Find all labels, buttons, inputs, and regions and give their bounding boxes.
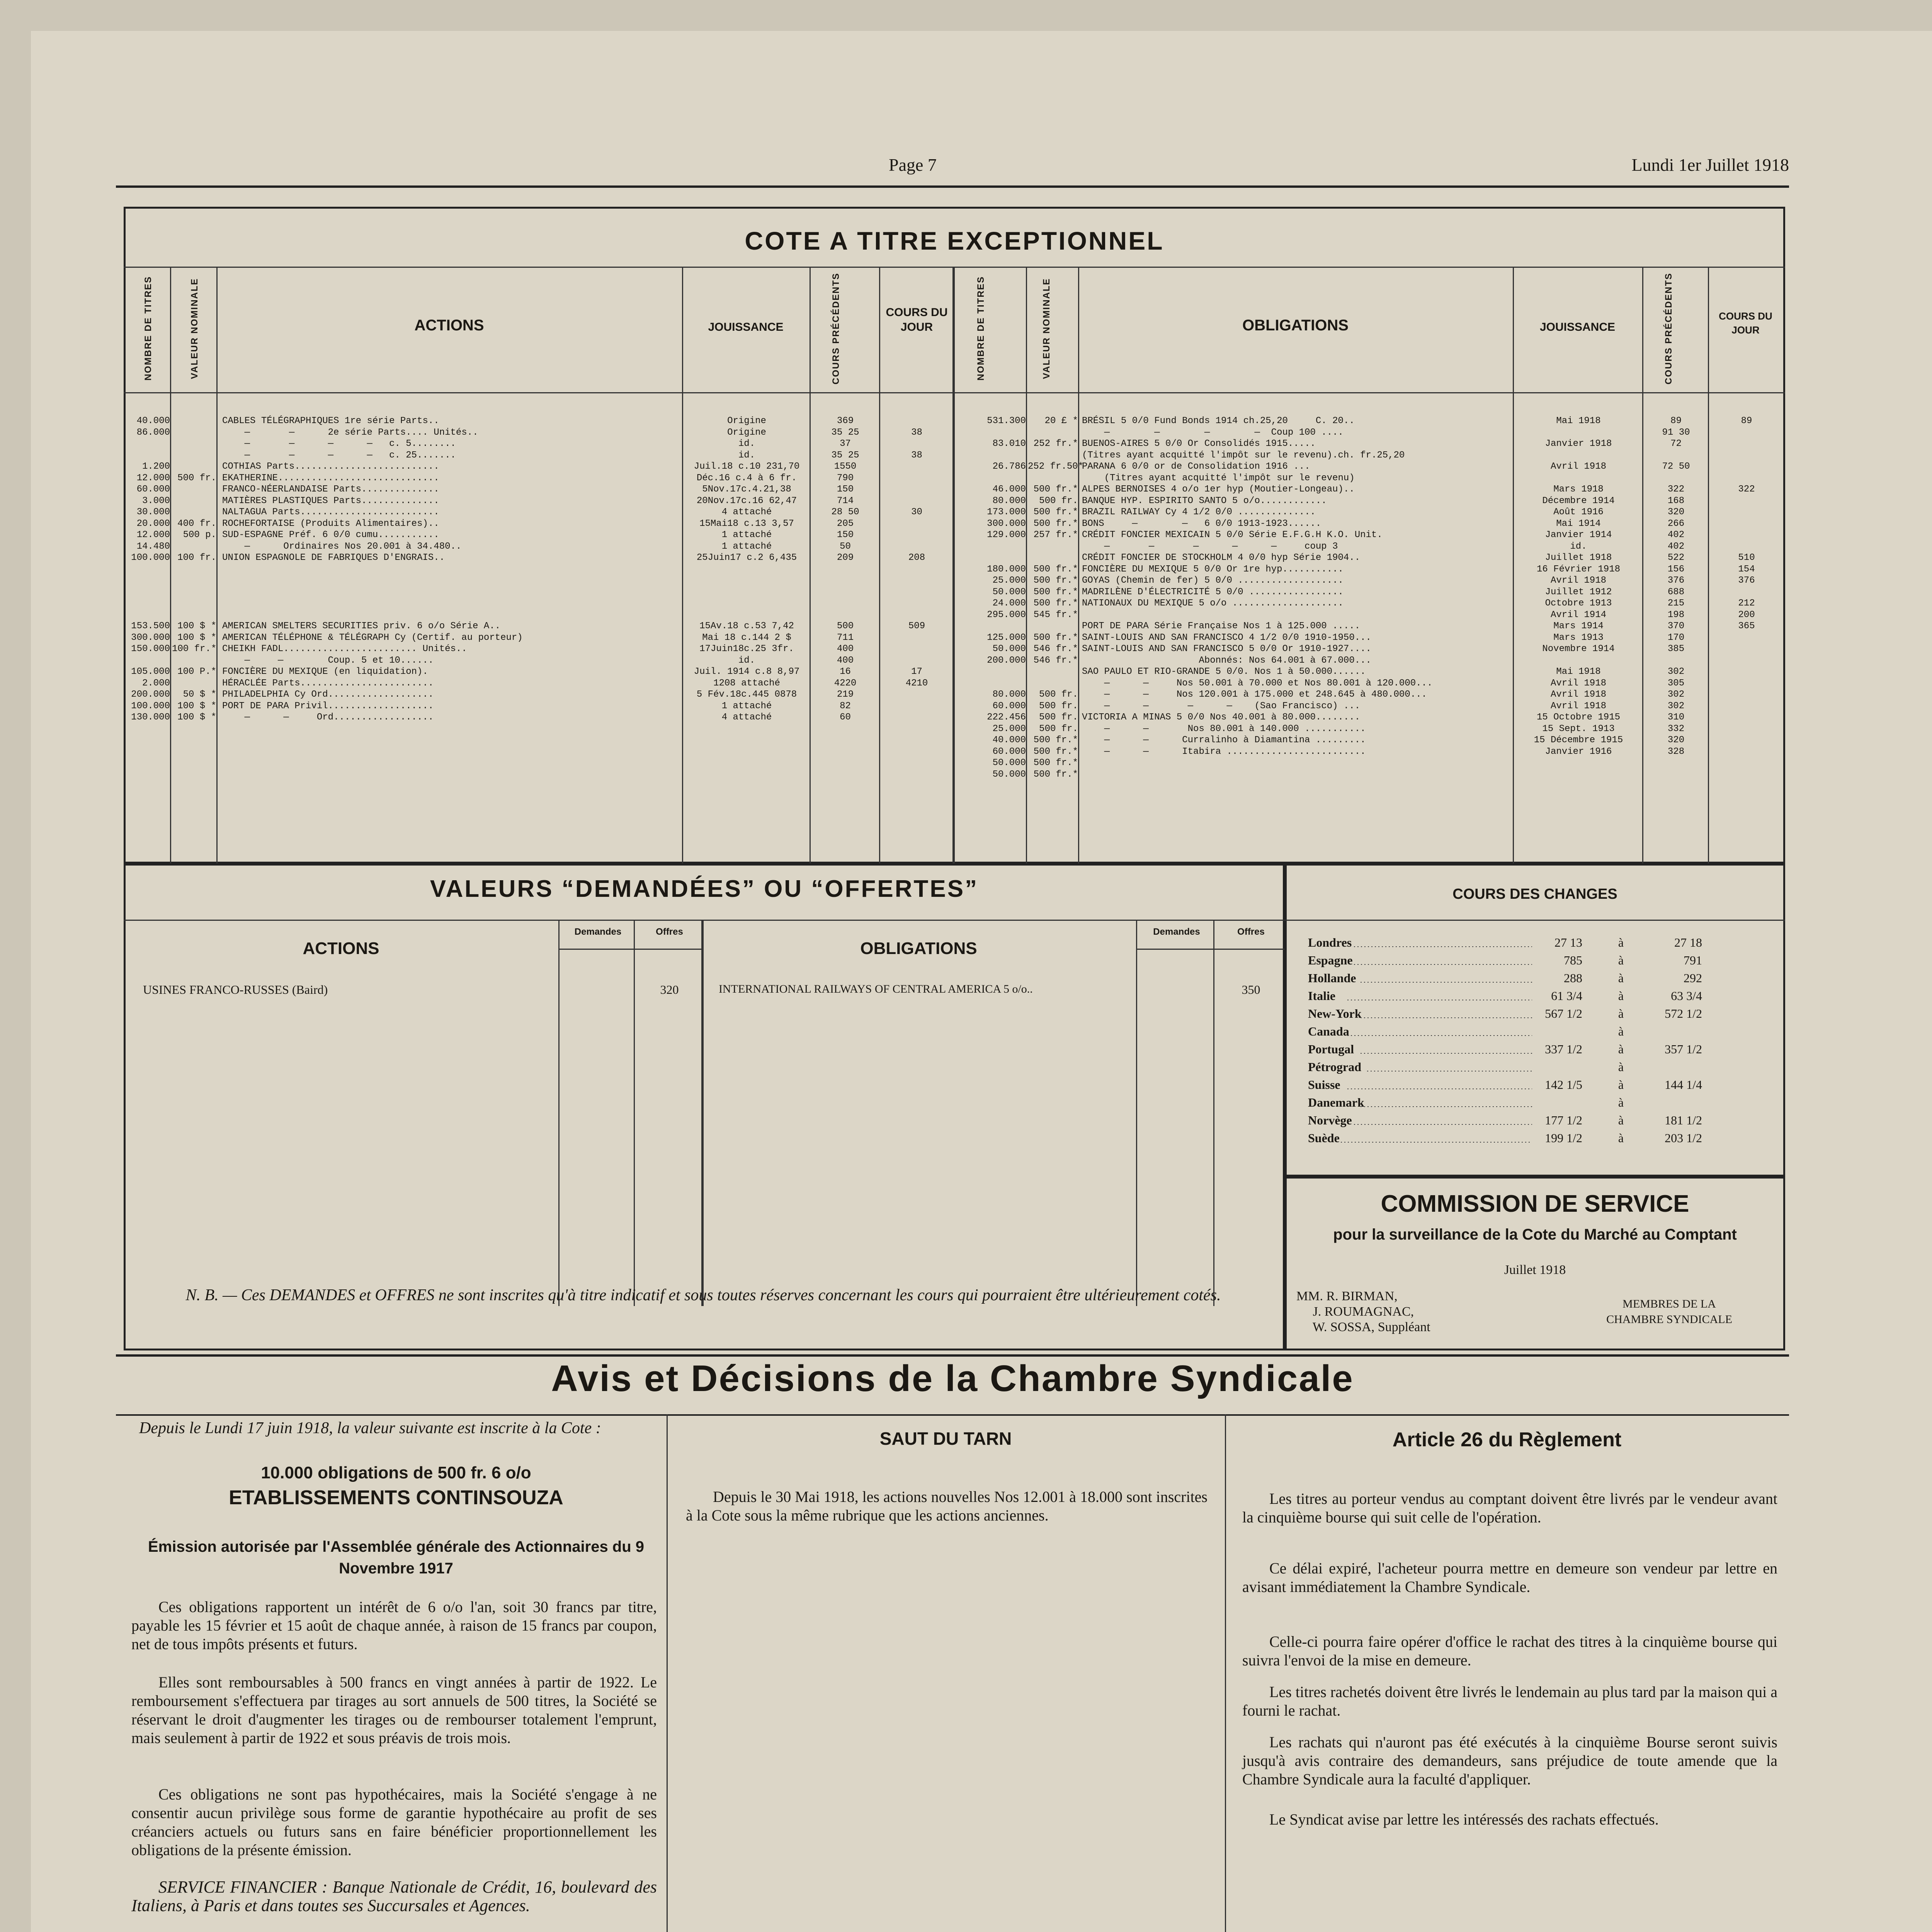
right-jouissance-column: Mai 1918 Janvier 1918 Avril 1918 Mars 1918 Décembre 1914 Août 1916 Mai 1914 Janvier 1914 id. Juillet 1918 16 Février 1918 Avril 1918 Juillet 1912 Octobre 1913 Avril 1914 Mars 1914 Mars 1913 Novembre 1914 Mai 1918 Avril 1918 Avril 1918 Avril 1918 15 Octobre 1915 15 Sept. 1913 15 Décembre 1915 Janvier 1916 [1534, 416, 1623, 757]
change-row-bid: 142 1/5 [1545, 1078, 1582, 1092]
change-row-ask: 203 1/2 [1665, 1131, 1702, 1145]
change-row-ask: 292 [1684, 971, 1702, 985]
change-row-sep: à [1618, 1113, 1624, 1127]
article26-p5: Les rachats qui n'auront pas été exécutés à la cinquième Bourse seront suivis jusqu'à avis contraire des demandeurs, sans préjudice de toute amende que la Chambre Syndicale aura la faculté d'appliquer. [1242, 1733, 1777, 1788]
article26-p6: Le Syndicat avise par lettre les intéressés des rachats effectués. [1269, 1811, 1659, 1828]
col-head-nombre-r: NOMBRE DE TITRES [976, 276, 986, 381]
change-row-name: New-York [1308, 1007, 1362, 1020]
right-cours-jour-column: 89 322 510 154 376 212 200 365 [1738, 416, 1755, 631]
right-valeur-column: 20 £ * 252 fr.* 252 fr.50* 500 fr.* 500 fr. 500 fr.* 500 fr.* 257 fr.* 500 fr.* 500 fr.* 500 fr.* 500 fr.* 545 fr.* 500 fr.* 546 fr.* 546 fr.* 500 fr. 500 fr. 500 fr. 500 fr. 500 fr.* 500 fr.* 500 fr.* 500 fr.* [1028, 416, 1084, 780]
right-nombre-column: 531.300 83.010 26.786 46.000 80.000 173.000 300.000 129.000 180.000 25.000 50.000 24.000 295.000 125.000 50.000 200.000 80.000 60.000 222.456 25.000 40.000 60.000 50.000 50.000 [987, 416, 1026, 780]
header-rule [116, 185, 1789, 188]
saut-title: SAUT DU TARN [879, 1429, 1012, 1449]
change-row-ask: 144 1/4 [1665, 1078, 1702, 1092]
change-row-name: Londres [1308, 935, 1352, 949]
change-row-sep: à [1618, 1042, 1624, 1056]
right-cours-prec-column: 89 91 30 72 72 50 322 168 320 266 402 402 522 156 376 688 215 198 370 170 385 302 305 302 302 310 332 320 328 [1662, 416, 1690, 757]
change-row-ask: 357 1/2 [1665, 1042, 1702, 1056]
changes-table [1285, 920, 1785, 1175]
article26-p4: Les titres rachetés doivent être livrés le lendemain au plus tard par la maison qui a fourni le rachat. [1242, 1683, 1777, 1719]
col-head-obligations: OBLIGATIONS [1242, 317, 1349, 334]
avis-head-2: ETABLISSEMENTS CONTINSOUZA [229, 1486, 563, 1509]
change-row-ask: 63 3/4 [1671, 989, 1702, 1003]
change-row-name: Suède [1308, 1131, 1340, 1145]
change-row-name: Norvège [1308, 1113, 1352, 1127]
change-row-bid: 61 3/4 [1551, 989, 1582, 1003]
demandes-offres-box [124, 864, 1285, 1350]
change-row-ask: 181 1/2 [1665, 1113, 1702, 1127]
commission-members: MM. R. BIRMAN, J. ROUMAGNAC, W. SOSSA, Suppléant [1296, 1289, 1430, 1334]
demandes-title: VALEURS “DEMANDÉES” OU “OFFERTES” [430, 876, 979, 902]
change-row-ask: 791 [1684, 953, 1702, 967]
change-row-name: Espagne [1308, 953, 1353, 967]
change-row-bid: 288 [1564, 971, 1582, 985]
avis-p4: SERVICE FINANCIER : Banque Nationale de Crédit, 16, boulevard des Italiens, à Paris et dans toutes ses Succursales et Agences. [131, 1878, 657, 1915]
change-row-sep: à [1618, 1078, 1624, 1092]
change-row-bid: 27 13 [1554, 935, 1582, 949]
col-head-cours-prec: COURS PRÉCÉDENTS [831, 272, 841, 384]
demandes-head-1: Demandes [574, 927, 622, 937]
page-date: Lundi 1er Juillet 1918 [1631, 155, 1789, 175]
change-row-name: Portugal [1308, 1042, 1354, 1056]
change-row-ask: 27 18 [1674, 935, 1702, 949]
change-row-sep: à [1618, 953, 1624, 967]
changes-title: COURS DES CHANGES [1452, 886, 1617, 902]
commission-subtitle: pour la surveillance de la Cote du Marché au Comptant [1333, 1226, 1737, 1243]
change-row-bid: 177 1/2 [1545, 1113, 1582, 1127]
commission-role: MEMBRES DE LA CHAMBRE SYNDICALE [1606, 1298, 1732, 1326]
demandes-head-2: Demandes [1153, 927, 1200, 937]
article26-p3: Celle-ci pourra faire opérer d'office le rachat des titres à la cinquième bourse qui suivra l'envoi de la mise en demeure. [1242, 1633, 1777, 1669]
change-row-sep: à [1618, 1060, 1624, 1074]
change-row-sep: à [1618, 1024, 1624, 1038]
demandes-action-item: USINES FRANCO-RUSSES (Baird) [143, 983, 328, 997]
article26-p2: Ce délai expiré, l'acheteur pourra mettre en demeure son vendeur par lettre en avisant immédiatement la Chambre Syndicale. [1242, 1560, 1777, 1595]
demandes-action-offre: 320 [660, 983, 679, 997]
change-row-name: Canada [1308, 1024, 1349, 1038]
col-head-valeur-r: VALEUR NOMINALE [1041, 278, 1052, 379]
change-row-sep: à [1618, 971, 1624, 985]
change-row-sep: à [1618, 1131, 1624, 1145]
demandes-actions-head: ACTIONS [303, 939, 379, 958]
col-head-nombre: NOMBRE DE TITRES [143, 276, 153, 381]
avis-emission: Émission autorisée par l'Assemblée générale des Actionnaires du 9 Novembre 1917 [148, 1538, 645, 1577]
col-head-jouissance-r: JOUISSANCE [1539, 321, 1616, 333]
change-row-bid: 567 1/2 [1545, 1007, 1582, 1020]
change-row-name: Italie [1308, 989, 1336, 1003]
col-head-cours-jour: COURS DU JOUR [886, 306, 948, 333]
avis-p2: Elles sont remboursables à 500 francs en vingt années à partir de 1922. Le remboursement s'effectuera par tirages au sort annuels de 500 titres, la Société se réservant le droit d'augmenter les tirages ou de rembourser totalement l'emprunt, mais seulement à partir de 1922 et sous préavis de trois mois. [131, 1673, 657, 1747]
change-row-sep: à [1618, 989, 1624, 1003]
commission-title: COMMISSION DE SERVICE [1381, 1190, 1689, 1217]
demandes-oblig-offre: 350 [1242, 983, 1260, 997]
cote-title: COTE A TITRE EXCEPTIONNEL [745, 226, 1164, 255]
col-head-cours-jour-r: COURS DU JOUR [1719, 310, 1772, 336]
change-row-name: Danemark [1308, 1095, 1364, 1109]
demandes-oblig-head: OBLIGATIONS [860, 939, 977, 958]
left-jouissance-column: Origine Origine id. id. Juil.18 c.10 231,70 Déc.16 c.4 à 6 fr. 5Nov.17c.4.21,38 20Nov.17c.16 62,47 4 attaché 15Mai18 c.13 3,57 1 attaché 1 attaché 25Juin17 c.2 6,435 15Av.18 c.53 7,42 Mai 18 c.144 2 $ 17Juin18c.25 3fr. id. Juil. 1914 c.8 8,97 1208 attaché 5 Fév.18c.445 0878 1 attaché 4 attaché [694, 416, 800, 723]
article26-p1: Les titres au porteur vendus au comptant doivent être livrés par le vendeur avant la cinquième bourse qui suit celle de l'opération. [1242, 1490, 1777, 1526]
left-nombre-column: 40.000 86.000 1.200 12.000 60.000 3.000 30.000 20.000 12.000 14.480 100.000 153.500 300.000 150.000 105.000 2.000 200.000 100.000 130.000 [131, 416, 170, 723]
left-valeur-column: 500 fr. 400 fr. 500 p. 100 fr. 100 $ * 100 $ * 100 fr.* 100 P.* 50 $ * 100 $ * 100 $ * [172, 473, 217, 723]
page-header [116, 151, 1789, 182]
demandes-note: N. B. — Ces DEMANDES et OFFRES ne sont inscrites qu'à titre indicatif et sous toutes réserves concernant les cours qui pourraient être ultérieurement cotés. [185, 1286, 1221, 1304]
change-row-name: Hollande [1308, 971, 1356, 985]
left-actions-column: CABLES TÉLÉGRAPHIQUES 1re série Parts.. — — 2e série Parts.... Unités.. — — — — c. 5........ — — — — c. 25....... COTHIAS Parts.......................... EKATHERINE............................. FRANCO-NÉERLANDAISE Parts.............. MATIÈRES PLASTIQUES Parts.............. NALTAGUA Parts......................... ROCHEFORTAISE (Produits Alimentaires).. SUD-ESPAGNE Préf. 6 0/0 cumu........... — Ordinaires Nos 20.001 à 34.480.. UNION ESPAGNOLE DE FABRIQUES D'ENGRAIS.. AMERICAN SMELTERS SECURITIES priv. 6 o/o Série A.. AMERICAN TÉLÉPHONE & TÉLÉGRAPH Cy (Certif. au porteur) CHEIKH FADL........................ Unités.. — — Coup. 5 et 10...... FONCIÈRE DU MEXIQUE (en liquidation). HÉRACLÉE Parts........................ PHILADELPHIA Cy Ord................... PORT DE PARA Privil................... — — Ord.................. [222, 416, 523, 723]
change-row-sep: à [1618, 935, 1624, 949]
change-row-sep: à [1618, 1007, 1624, 1020]
change-row-name: Pétrograd [1308, 1060, 1362, 1074]
offres-head-2: Offres [1237, 927, 1265, 937]
change-row-name: Suisse [1308, 1078, 1340, 1092]
avis-p1: Ces obligations rapportent un intérêt de 6 o/o l'an, soit 30 francs par titre, payable les 15 février et 15 août de chaque année, à raison de 15 francs par coupon, net de tous impôts présents et futurs. [131, 1598, 657, 1653]
demandes-oblig-item: INTERNATIONAL RAILWAYS OF CENTRAL AMERICA 5 o/o.. [719, 983, 1033, 995]
col-head-valeur: VALEUR NOMINALE [189, 278, 200, 379]
col-head-cours-prec-r: COURS PRÉCÉDENTS [1663, 272, 1674, 384]
commission-month: Juillet 1918 [1504, 1263, 1566, 1277]
avis-intro: Depuis le Lundi 17 juin 1918, la valeur suivante est inscrite à la Cote : [139, 1419, 601, 1437]
left-cours-prec-column: 369 35 25 37 35 25 1550 790 150 714 28 50 205 150 50 209 500 711 400 400 16 4220 219 82 60 [831, 416, 859, 723]
saut-text: Depuis le 30 Mai 1918, les actions nouvelles Nos 12.001 à 18.000 sont inscrites à la Cote sous la même rubrique que les actions anciennes. [686, 1488, 1208, 1524]
change-row-bid: 337 1/2 [1545, 1042, 1582, 1056]
right-obligations-column: BRÉSIL 5 0/0 Fund Bonds 1914 ch.25,20 C. 20.. — — — — Coup 100 .... BUENOS-AIRES 5 0/0 Or Consolidés 1915..... (Titres ayant acquitté l'impôt sur le revenu).ch. fr.25,20 PARANA 6 0/0 or de Consolidation 1916 ... (Titres ayant acquitté l'impôt sur le revenu) ALPES BERNOISES 4 o/o 1er hyp (Moutier-Longeau).. BANQUE HYP. ESPIRITO SANTO 5 o/o............ BRAZIL RAILWAY Cy 4 1/2 0/0 .............. BONS — — 6 0/0 1913-1923...... CRÉDIT FONCIER MEXICAIN 5 0/0 Série E.F.G.H K.O. Unit. — — — — — coup 3 CRÉDIT FONCIER DE STOCKHOLM 4 0/0 hyp Série 1904.. FONCIÈRE DU MEXIQUE 5 0/0 Or 1re hyp........... GOYAS (Chemin de fer) 5 0/0 ................... MADRILÈNE D'ÉLECTRICITÉ 5 0/0 ................. NATIONAUX DU MEXIQUE 5 o/o .................... PORT DE PARA Série Française Nos 1 à 125.000 ..... SAINT-LOUIS AND SAN FRANCISCO 4 1/2 0/0 1910-1950... SAINT-LOUIS AND SAN FRANCISCO 5 0/0 Or 1910-1927.... Abonnés: Nos 64.001 à 67.000... SAO PAULO ET RIO-GRANDE 5 0/0. Nos 1 à 50.000...... — — Nos 50.001 à 70.000 et Nos 80.001 à 120.000... — — Nos 120.001 à 175.000 et 248.645 à 480.000... — — — — (Sao Francisco) ... VICTORIA A MINAS 5 0/0 Nos 40.001 à 80.000........ — — Nos 80.001 à 140.000 ........... — — Curralinho à Diamantina ......... — — Itabira ......................... [1082, 416, 1433, 757]
avis-title: Avis et Décisions de la Chambre Syndicale [551, 1358, 1354, 1399]
change-row-sep: à [1618, 1095, 1624, 1109]
avis-p3: Ces obligations ne sont pas hypothécaires, mais la Société s'engage à ne consentir aucun privilège sous forme de garantie hypothécaire au profit de ses créanciers actuels ou futurs sans en faire bénéficier proportionnellement les obligations de la présente émission. [131, 1786, 657, 1859]
page-number: Page 7 [889, 155, 937, 175]
change-row-bid: 199 1/2 [1545, 1131, 1582, 1145]
article26-title: Article 26 du Règlement [1392, 1429, 1622, 1451]
change-row-ask: 572 1/2 [1665, 1007, 1702, 1020]
col-head-actions: ACTIONS [414, 317, 484, 334]
offres-head-1: Offres [656, 927, 683, 937]
left-cours-jour-column: 38 38 30 208 509 17 4210 [905, 427, 928, 689]
col-head-jouissance: JOUISSANCE [708, 321, 784, 333]
change-row-bid: 785 [1564, 953, 1582, 967]
avis-head-1: 10.000 obligations de 500 fr. 6 o/o [261, 1463, 531, 1482]
